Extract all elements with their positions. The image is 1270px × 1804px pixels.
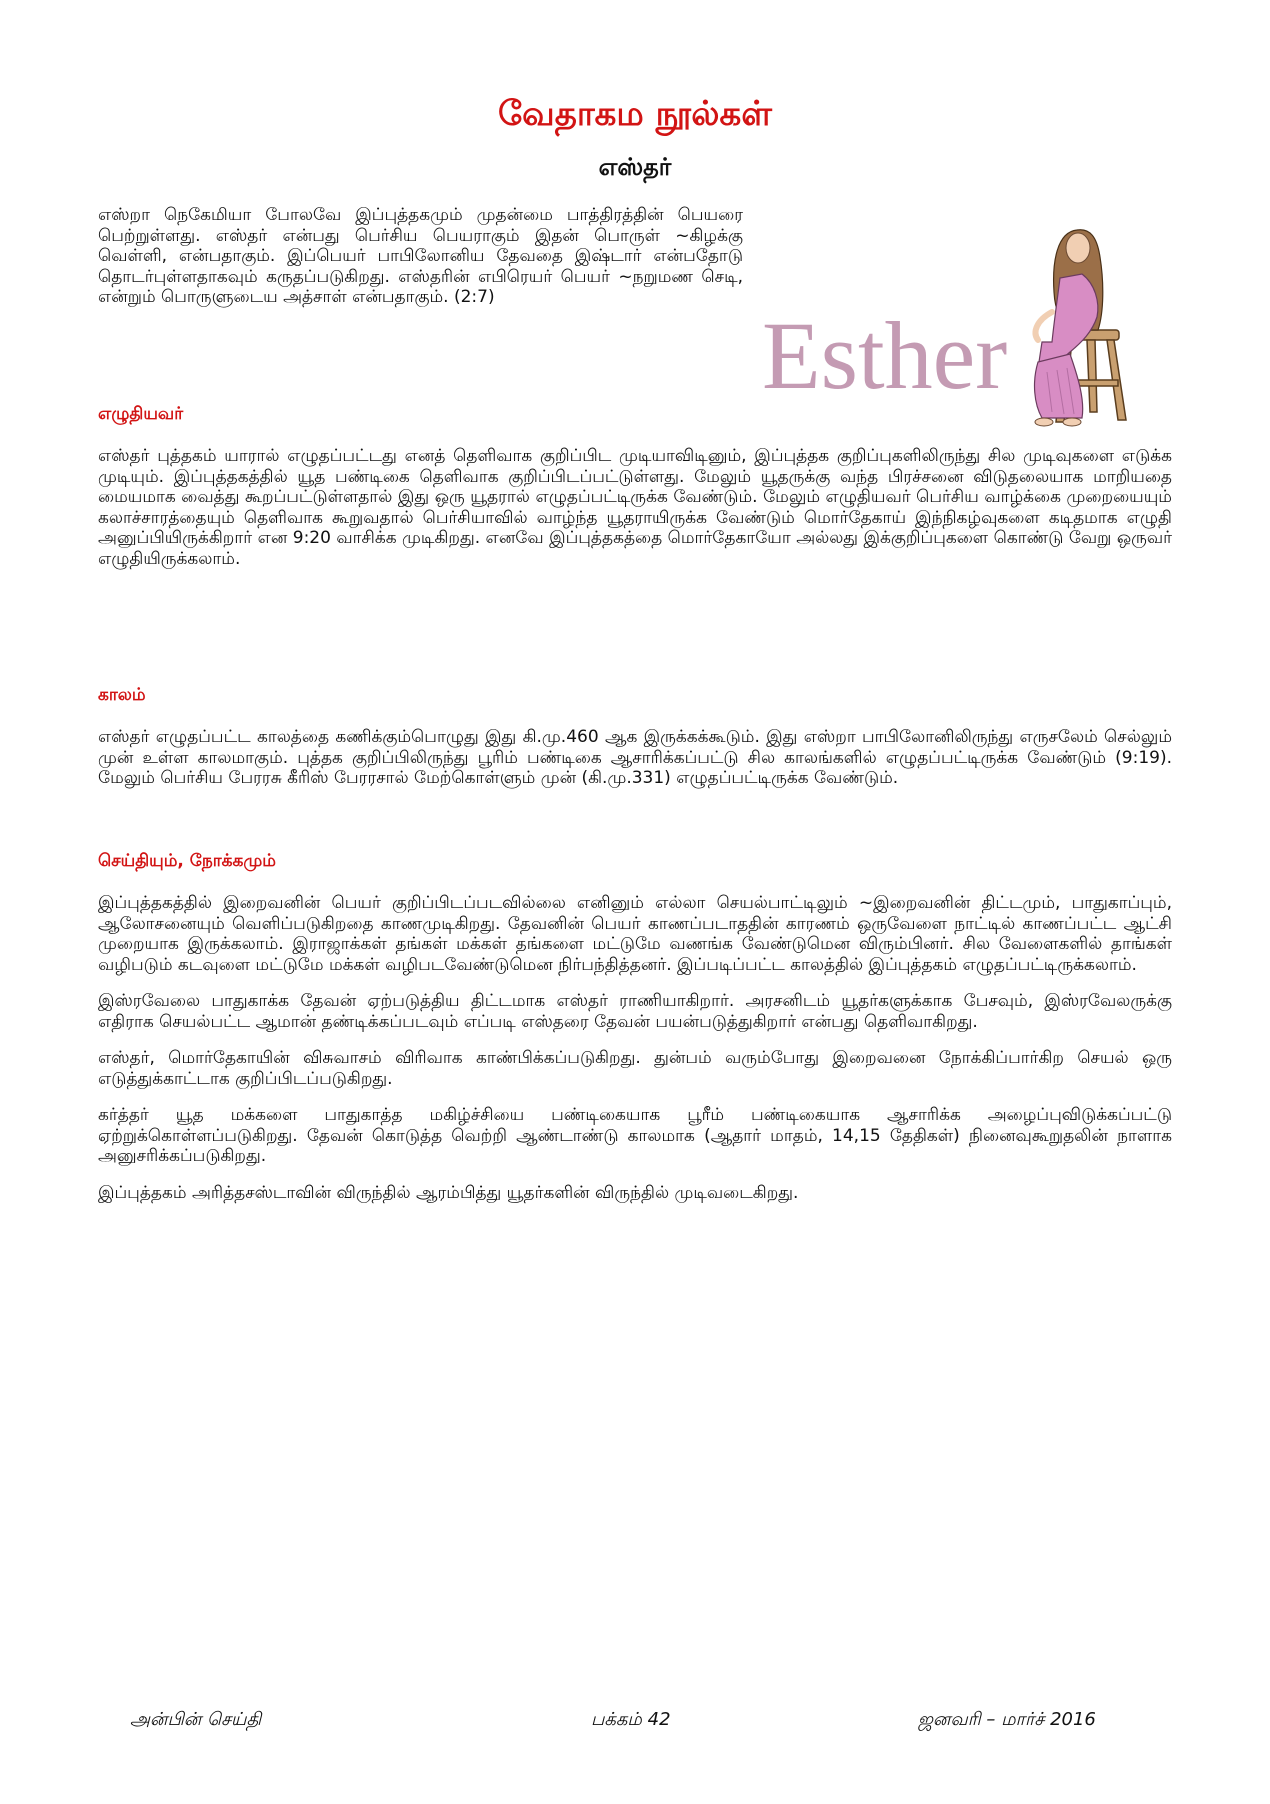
footer-page-number: பக்கம் 42: [591, 1709, 671, 1730]
section-period: [98, 685, 1172, 805]
section-paragraph: கர்த்தர் யூத மக்களை பாதுகாத்த மகிழ்ச்சியை பண்டிகையாக பூரீம் பண்டிகையாக ஆசாரிக்க அழைப்புவிடுக்கப்பட்டு ஏற்றுக்கொள்ளப்படுகிறது. தேவன் கொடுத்த வெற்றி ஆண்டாண்டு காலமாக (ஆதார் மாதம், 14,15 தேதிகள்) நினைவுகூறுதலின் நாளாக அனுசரிக்கப்படுகிறது.: [98, 1105, 1172, 1166]
section-paragraph: எஸ்தர் புத்தகம் யாரால் எழுதப்பட்டது எனத் தெளிவாக குறிப்பிட முடியாவிடினும், இப்புத்தக குறிப்புகளிலிருந்து சில முடிவுகளை எடுக்க முடியும். இப்புத்தகத்தில் யூத பண்டிகை தெளிவாக குறிப்பிடப்பட்டுள்ளது. மேலும் யூதருக்கு வந்த பிரச்சனை விடுதலையாக மாறியதை மையமாக வைத்து கூறப்பட்டுள்ளதால் இது ஒரு யூதரால் எழுதப்பட்டிருக்க வேண்டும். மேலும் எழுதியவர் பெர்சிய வாழ்க்கை முறையையும் கலாச்சாரத்தையும் தெளிவாக கூறுவதால் பெர்சியாவில் வாழ்ந்த யூதராயிருக்க வேண்டும் மொர்தேகாய் இந்நிகழ்வுகளை கடிதமாக எழுதி அனுப்பியிருக்கிறார் என 9:20 வாசிக்க முடிகிறது. எனவே இப்புத்தகத்தை மொர்தேகாயோ அல்லது இக்குறிப்புகளை கொண்டு வேறு ஒருவர் எழுதியிருக்கலாம்.: [98, 446, 1172, 569]
illustration-caption: Esther: [762, 302, 1008, 409]
page-footer: [0, 1709, 1270, 1733]
section-paragraph: எஸ்தர், மொர்தேகாயின் விசுவாசம் விரிவாக காண்பிக்கப்படுகிறது. துன்பம் வரும்போது இறைவனை நோக்கிப்பார்கிற செயல் ஒரு எடுத்துக்காட்டாக குறிப்பிடப்படுகிறது.: [98, 1048, 1172, 1089]
section-paragraph: இப்புத்தகத்தில் இறைவனின் பெயர் குறிப்பிடப்படவில்லை எனினும் எல்லா செயல்பாட்டிலும் ~இறைவனின் திட்டமும், பாதுகாப்பும், ஆலோசனையும் வெளிப்படுகிறதை காணமுடிகிறது. தேவனின் பெயர் காணப்படாததின் காரணம் ஒருவேளை நாட்டில் காணப்பட்ட ஆட்சி முறையாக இருக்கலாம். இராஜாக்கள் தங்கள் மக்கள் தங்களை மட்டுமே வணங்க வேண்டுமென விரும்பினர். சில வேளைகளில் தாங்கள் வழிபடும் கடவுளை மட்டுமே மக்கள் வழிபடவேண்டுமென நிர்பந்தித்தனர். இப்படிப்பட்ட காலத்தில் இப்புத்தகம் எழுதப்பட்டிருக்கலாம்.: [98, 893, 1172, 975]
section-message-purpose: [98, 851, 1172, 1219]
page-title: வேதாகம நூல்கள்: [498, 94, 772, 134]
section-author: [98, 404, 1172, 585]
section-paragraph: இஸ்ரவேலை பாதுகாக்க தேவன் ஏற்படுத்திய திட்டமாக எஸ்தர் ராணியாகிறார். அரசனிடம் யூதர்களுக்காக பேசவும், இஸ்ரவேலருக்கு எதிராக செயல்பட்ட ஆமான் தண்டிக்கப்படவும் எப்படி எஸ்தரை தேவன் பயன்படுத்துகிறார் என்பது தெளிவாகிறது.: [98, 991, 1172, 1032]
section-paragraph: எஸ்தர் எழுதப்பட்ட காலத்தை கணிக்கும்பொழுது இது கி.மு.460 ஆக இருக்கக்கூடும். இது எஸ்றா பாபிலோனிலிருந்து எருசலேம் செல்லும் முன் உள்ள காலமாகும். புத்தக குறிப்பிலிருந்து பூரிம் பண்டிகை ஆசாரிக்கப்பட்டு சில காலங்களில் எழுதப்பட்டிருக்க வேண்டும் (9:19). மேலும் பெர்சிய பேரரசு கீரிஸ் பேரரசால் மேற்கொள்ளும் முன் (கி.மு.331) எழுதப்பட்டிருக்க வேண்டும்.: [98, 727, 1172, 788]
intro-paragraph: எஸ்றா நெகேமியா போலவே இப்புத்தகமும் முதன்மை பாத்திரத்தின் பெயரை பெற்றுள்ளது. எஸ்தர் என்பது பெர்சிய பெயராகும் இதன் பொருள் ~கிழக்கு வெள்ளி, என்பதாகும். இப்பெயர் பாபிலோனிய தேவதை இஷ்டார் என்பதோடு தொடர்புள்ளதாகவும் கருதப்படுகிறது. எஸ்தரின் எபிரெயர் பெயர் ~நறுமண செடி, என்றும் பொருளுடைய அத்சாள் என்பதாகும். (2:7): [98, 205, 743, 307]
esther-illustration: [752, 212, 1172, 432]
book-title: எஸ்தர்: [598, 153, 672, 181]
section-heading: காலம்: [98, 685, 146, 705]
footer-publication: அன்பின் செய்தி: [130, 1709, 262, 1730]
footer-date: ஜனவரி – மார்ச் 2016: [918, 1709, 1096, 1730]
section-paragraph: இப்புத்தகம் அரித்தசஸ்டாவின் விருந்தில் ஆரம்பித்து யூதர்களின் விருந்தில் முடிவடைகிறது.: [98, 1182, 799, 1203]
section-heading: எழுதியவர்: [98, 404, 184, 424]
section-heading: செய்தியும், நோக்கமும்: [98, 851, 276, 871]
